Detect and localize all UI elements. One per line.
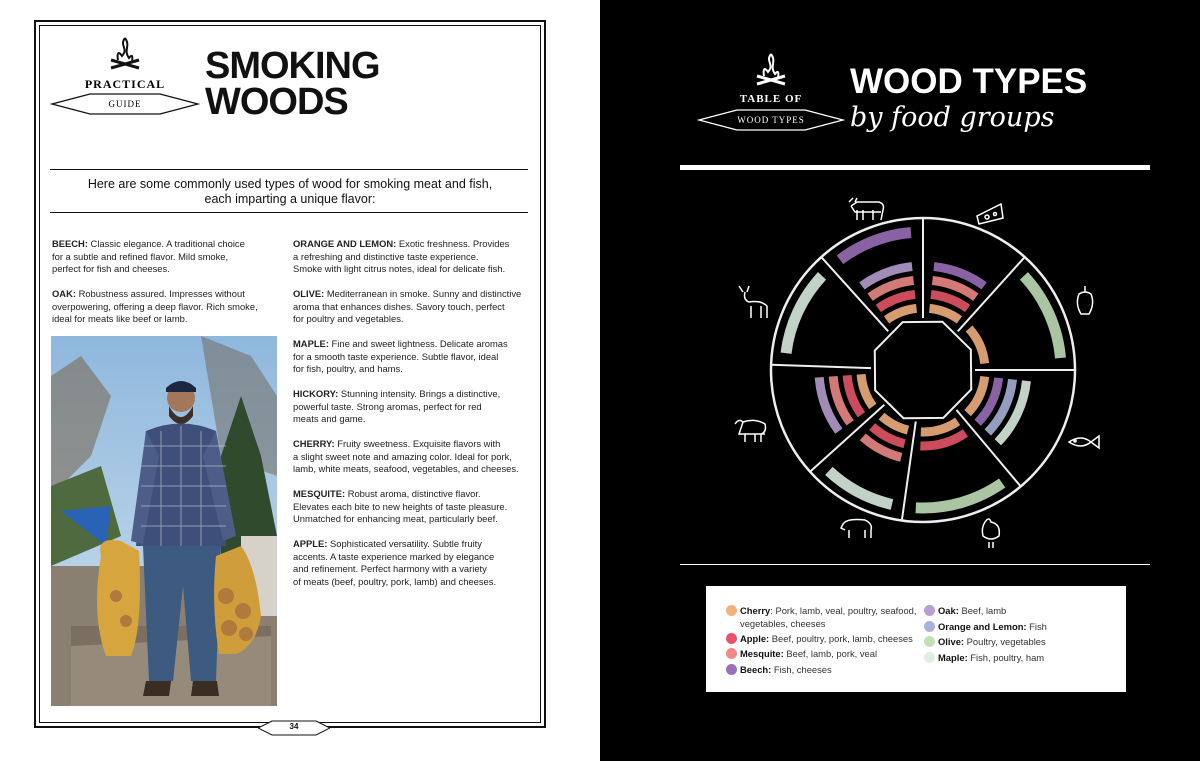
legend-item-orange-lemon: Orange and Lemon: Fish — [938, 621, 1047, 632]
wheel-divider — [902, 421, 916, 520]
wood-entry-hickory: HICKORY: Stunning intensity. Brings a distinctive, powerful taste. Strong aromas, perfect for red meats and game. — [293, 388, 501, 424]
wheel-divider — [771, 365, 871, 368]
legend-item-maple: Maple: Fish, poultry, ham — [938, 652, 1045, 663]
pork-icon — [841, 520, 871, 539]
badge-line2: WOOD TYPES — [737, 115, 805, 125]
man-carrying-firewood-photo — [51, 336, 277, 706]
intro-rule-top — [50, 169, 528, 170]
legend-item-apple: Apple: Beef, poultry, pork, lamb, cheeses — [740, 633, 913, 644]
beef-icon — [849, 198, 884, 220]
wood-entry-olive: OLIVE: Mediterranean in smoke. Sunny and distinctive aroma that enhances dishes. Savory touch, perfect for poultry and vegetables. — [293, 288, 522, 324]
game-icon — [739, 286, 767, 318]
wood-entry-oak: OAK: Robustness assured. Impresses without overpowering, offering a deep flavor. Rich smoke, ideal for meats like beef or lamb. — [52, 288, 258, 324]
badge-line1: TABLE OF — [739, 93, 803, 105]
wood-entry-maple: MAPLE: Fine and sweet lightness. Delicate aromas for a smooth taste experience. Subtle flavor, ideal for fish, poultry, and hams. — [293, 338, 508, 374]
lamb-icon — [735, 420, 766, 442]
wood-entry-mesquite: MESQUITE: Robust aroma, distinctive flavor. Elevates each bite to new heights of taste pleasure. Unmatched for enhancing meat, particularly beef. — [293, 488, 508, 524]
badge-line2: GUIDE — [108, 99, 142, 109]
title-rule — [680, 165, 1150, 170]
campfire-icon — [105, 36, 145, 72]
legend-item-beech: Beech: Fish, cheeses — [740, 664, 832, 675]
page-number-tab — [258, 720, 330, 736]
ring-beef — [887, 308, 917, 320]
poultry-icon — [982, 519, 999, 548]
right-page-title: WOOD TYPES — [850, 62, 1088, 101]
page-number: 34 — [289, 722, 299, 731]
vegetable-icon — [1077, 286, 1092, 314]
table-of-wood-types-badge — [697, 52, 845, 134]
wood-entry-beech: BEECH: Classic elegance. A traditional choice for a subtle and refined flavor. Mild smoke, perfect for fish and cheeses. — [52, 238, 245, 274]
legend-dot-maple — [924, 652, 935, 663]
wood-entry-cherry: CHERRY: Fruity sweetness. Exquisite flavors with a slight sweet note and amazing color. Ideal for pork, lamb, white meats, seafood, vegetables, and cheeses. — [293, 438, 519, 474]
legend-item-oak: Oak: Beef, lamb — [938, 605, 1007, 616]
legend-item-cherry: Cherry: Pork, lamb, veal, poultry, seafood, vegetables, cheeses — [740, 605, 917, 629]
wood-list-right — [293, 238, 533, 601]
title-line2: WOODS — [205, 81, 348, 123]
wood-legend — [706, 586, 1126, 692]
legend-dot-cherry — [726, 605, 737, 616]
wood-food-wheel — [703, 180, 1143, 570]
wood-list-left — [52, 238, 282, 338]
legend-rule — [680, 564, 1150, 565]
legend-item-olive: Olive: Poultry, vegetables — [938, 636, 1046, 647]
fish-icon — [1069, 436, 1099, 448]
intro-line2: each imparting a unique flavor: — [204, 192, 376, 206]
right-page-subtitle: by food groups — [850, 102, 1055, 133]
wood-entry-orange-lemon: ORANGE AND LEMON: Exotic freshness. Provides a refreshing and distinctive taste experience. Smoke with light citrus notes, ideal for delicate fish. — [293, 238, 510, 274]
page-title — [205, 45, 380, 123]
outer-pork — [829, 471, 892, 505]
legend-dot-beech — [726, 664, 737, 675]
intro-rule-bottom — [50, 212, 528, 213]
practical-guide-badge — [50, 36, 200, 118]
legend-dot-oak — [924, 605, 935, 616]
ring-poultry — [921, 421, 958, 432]
outer-poultry — [916, 483, 1002, 508]
title-line1: SMOKING — [205, 45, 380, 87]
intro-line1: Here are some commonly used types of wood for smoking meat and fish, — [87, 177, 493, 191]
outer-vegetable — [1024, 276, 1061, 358]
legend-dot-apple — [726, 633, 737, 644]
wood-name: OAK: — [52, 288, 76, 299]
legend-dot-orange-lemon — [924, 621, 935, 632]
legend-dot-olive — [924, 636, 935, 647]
campfire-icon — [751, 52, 791, 88]
wood-entry-apple: APPLE: Sophisticated versatility. Subtle fruity accents. A taste experience marked by elegance and refinement. Perfect harmony with a variety of meats (beef, poultry, pork, lamb) and cheeses. — [293, 538, 497, 587]
intro-text — [60, 177, 520, 207]
legend-dot-mesquite — [726, 648, 737, 659]
ring-lamb — [861, 374, 873, 406]
outer-game — [786, 276, 822, 353]
legend-item-mesquite: Mesquite: Beef, lamb, pork, veal — [740, 648, 878, 659]
ring-cheese — [929, 308, 959, 320]
badge-line1: PRACTICAL — [84, 77, 166, 91]
wood-name: BEECH: — [52, 238, 88, 249]
cheese-icon — [977, 204, 1003, 224]
wheel-hub — [875, 322, 971, 418]
